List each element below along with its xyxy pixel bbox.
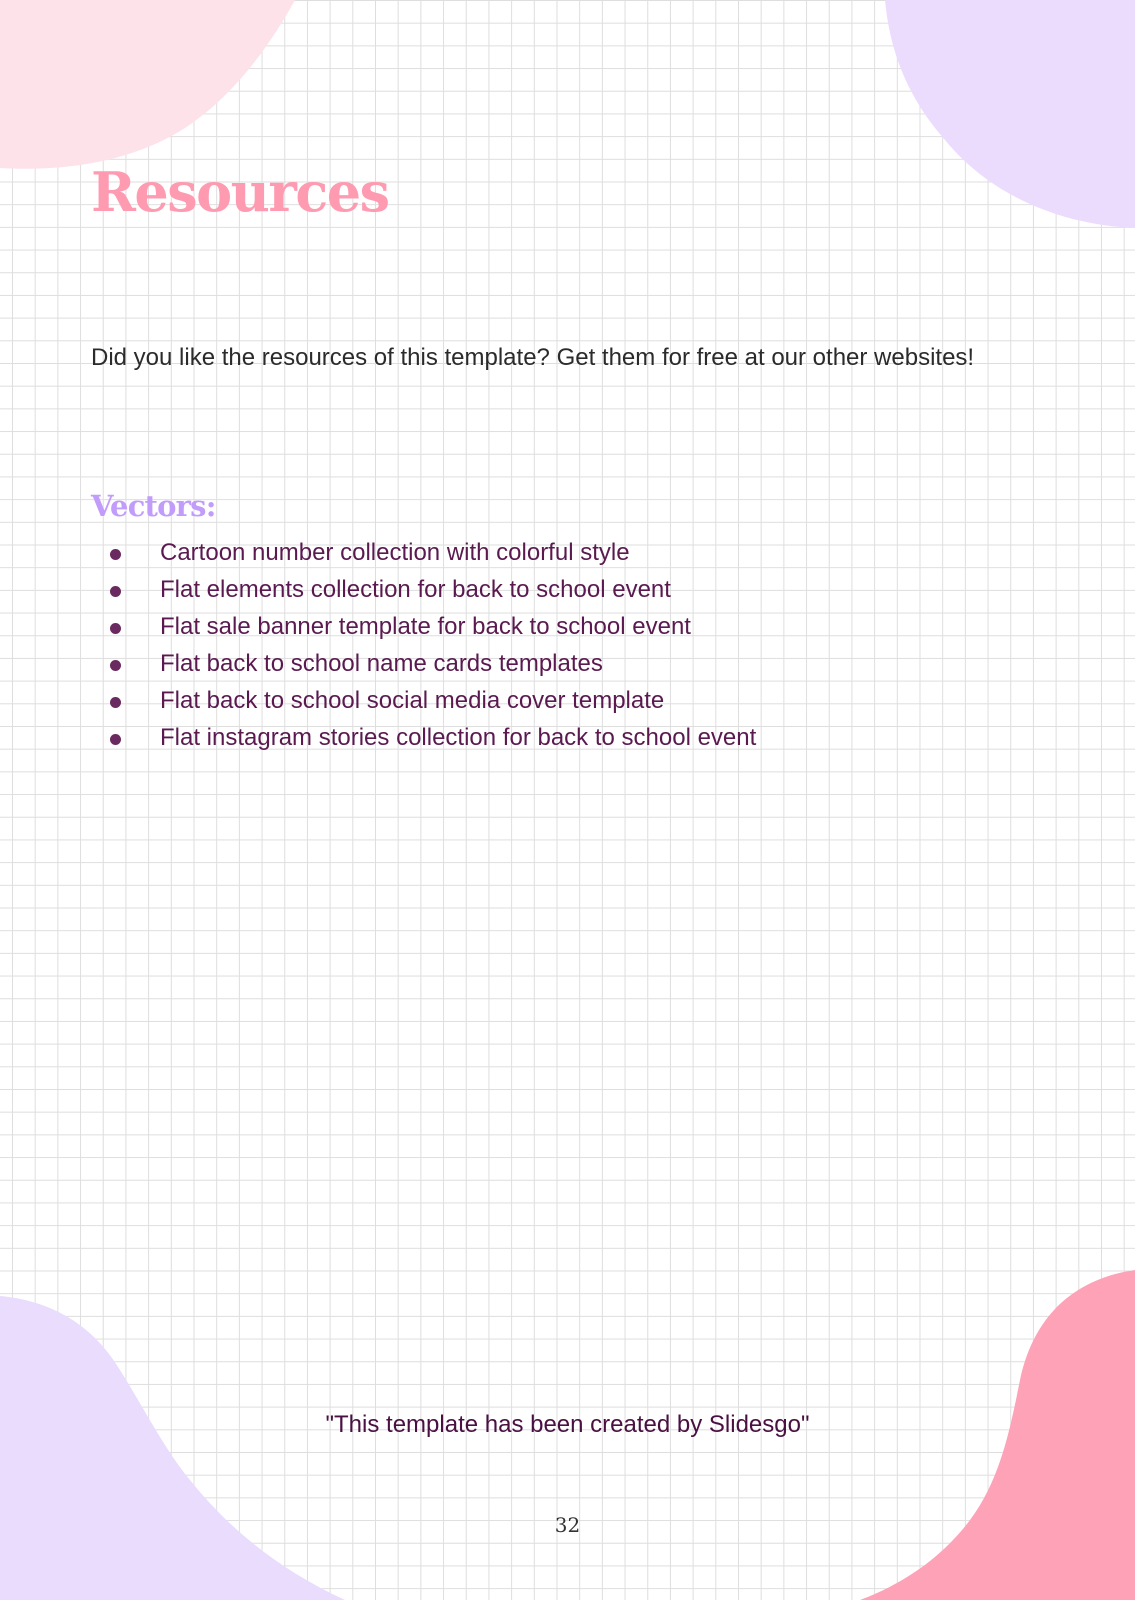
list-item-text[interactable]: Flat instagram stories collection for back to school event	[160, 724, 757, 751]
credit-text: "This template has been created by Slidesgo"	[325, 1411, 810, 1438]
list-item-text[interactable]: Cartoon number collection with colorful style	[160, 539, 630, 566]
page-title: Resources	[91, 160, 389, 224]
bullet-icon	[110, 586, 121, 597]
page-number: 32	[554, 1513, 581, 1537]
list-item-text[interactable]: Flat elements collection for back to school event	[160, 576, 671, 603]
bullet-icon	[110, 623, 121, 634]
bullet-icon	[110, 549, 121, 560]
bullet-icon	[110, 734, 121, 745]
intro-paragraph: Did you like the resources of this template? Get them for free at our other websites!	[91, 344, 975, 371]
blob-bottom-left-decoration	[0, 1290, 360, 1600]
list-item-text[interactable]: Flat back to school name cards templates	[160, 650, 603, 677]
blob-top-right-decoration	[880, 0, 1135, 230]
list-item-text[interactable]: Flat back to school social media cover template	[160, 687, 665, 714]
section-heading-vectors: Vectors:	[91, 489, 216, 523]
bullet-icon	[110, 697, 121, 708]
blob-top-left-decoration	[0, 0, 300, 175]
bullet-icon	[110, 660, 121, 671]
list-item-text[interactable]: Flat sale banner template for back to school event	[160, 613, 691, 640]
